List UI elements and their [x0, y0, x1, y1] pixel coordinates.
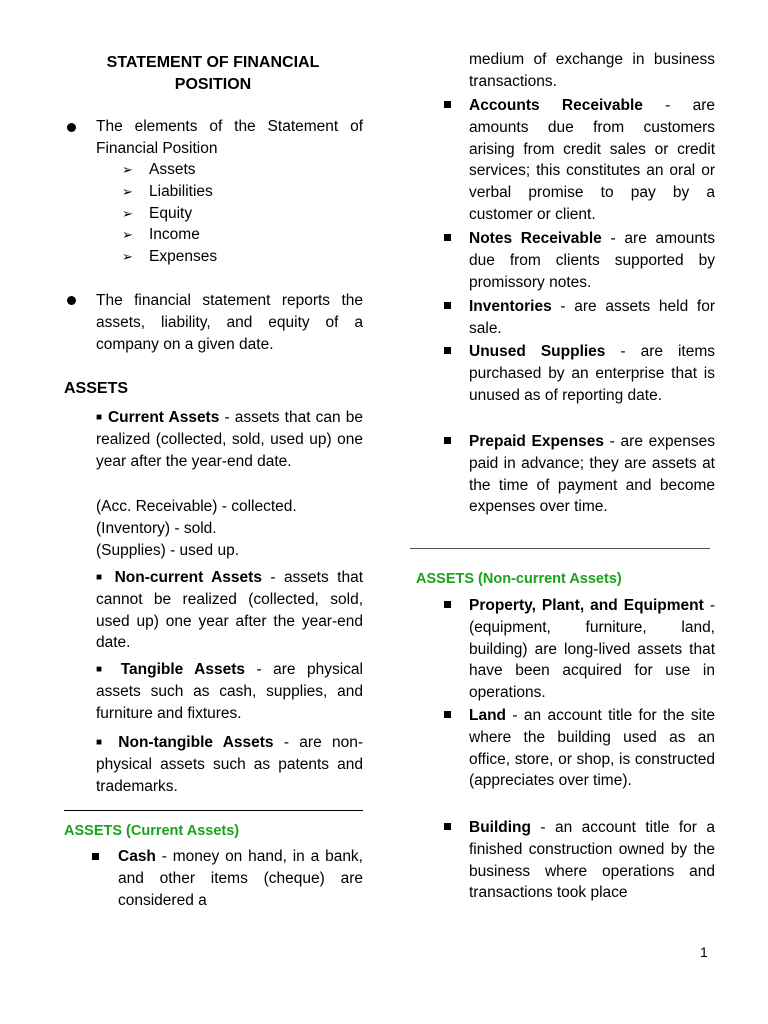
financial-statement-note: The financial statement reports the assets, liability, and equity of a company on a given date. [96, 292, 363, 353]
square-bullet-icon [444, 437, 451, 444]
square-bullet-icon: ■ [96, 737, 109, 748]
arrow-bullet-icon: ➢ [122, 183, 133, 199]
page-number: 1 [700, 944, 708, 960]
building-definition: Building - an account title for a finished construction owned by the business where operations and transactions took place [469, 819, 715, 902]
square-bullet-icon [444, 234, 451, 241]
accounts-receivable-definition: Accounts Receivable - are amounts due from customers arising from credit sales or credit services; this constitutes an oral or verbal promise to pay by a customer or client. [469, 97, 715, 223]
tangible-assets-definition: ■ Tangible Assets - are physical assets such as cash, supplies, and furniture and fixtures. [96, 661, 363, 722]
square-bullet-icon [444, 101, 451, 108]
noncurrent-assets-heading: ASSETS (Non-current Assets) [416, 571, 622, 587]
arrow-bullet-icon: ➢ [122, 205, 133, 221]
current-assets-examples: (Acc. Receivable) - collected. (Inventory) - sold. (Supplies) - used up. [96, 498, 297, 559]
nontangible-assets-definition: ■ Non-tangible Assets - are non-physical assets such as patents and trademarks. [96, 734, 363, 795]
list-item: ➢ Equity [122, 203, 322, 225]
square-bullet-icon [444, 601, 451, 608]
square-bullet-icon [444, 347, 451, 354]
list-item: ➢ Income [122, 224, 322, 246]
notes-receivable-definition: Notes Receivable - are amounts due from clients supported by promissory notes. [469, 230, 715, 291]
arrow-bullet-icon: ➢ [122, 249, 133, 265]
square-bullet-icon [444, 711, 451, 718]
list-item: ➢ Assets [122, 159, 322, 181]
square-bullet-icon [444, 823, 451, 830]
section-divider [410, 548, 710, 549]
assets-heading: ASSETS [64, 380, 129, 397]
cash-definition-part2: medium of exchange in business transactions. [469, 51, 715, 90]
current-assets-heading: ASSETS (Current Assets) [64, 823, 240, 839]
inventories-definition: Inventories - are assets held for sale. [469, 298, 715, 337]
square-bullet-icon: ■ [96, 572, 107, 583]
current-assets-definition: ■ Current Assets - assets that can be realized (collected, sold, used up) one year after the year-end date. [96, 409, 363, 470]
cash-definition-part1: Cash - money on hand, in a bank, and other items (cheque) are considered a [118, 848, 363, 909]
arrow-bullet-icon: ➢ [122, 162, 133, 177]
section-divider [64, 810, 363, 811]
bullet-dot-icon [67, 296, 76, 305]
elements-intro: The elements of the Statement of Financial Position [96, 118, 363, 157]
list-item: ➢ Expenses [122, 246, 322, 268]
square-bullet-icon: ■ [96, 664, 110, 675]
noncurrent-assets-definition: ■ Non-current Assets - assets that cannot be realized (collected, sold, used up) one year after the year-end date. [96, 569, 364, 652]
arrow-bullet-icon: ➢ [122, 227, 133, 243]
square-bullet-icon: ■ [96, 412, 103, 423]
ppe-definition: Property, Plant, and Equipment - (equipment, furniture, land, building) are long-lived assets that have been acquired for use in operations. [469, 597, 715, 702]
elements-list [122, 159, 322, 268]
prepaid-expenses-definition: Prepaid Expenses - are expenses paid in advance; they are assets at the time of payment and become expenses over time. [469, 433, 715, 516]
unused-supplies-definition: Unused Supplies - are items purchased by an enterprise that is unused as of reporting date. [469, 343, 716, 404]
list-item: ➢ Liabilities [122, 181, 322, 203]
bullet-dot-icon [67, 123, 76, 132]
square-bullet-icon [92, 853, 99, 860]
square-bullet-icon [444, 302, 451, 309]
page-title: STATEMENT OF FINANCIAL POSITION [106, 54, 320, 93]
land-definition: Land - an account title for the site where the building used as an office, store, or shop, is constructed (appreciates over time). [469, 707, 715, 790]
